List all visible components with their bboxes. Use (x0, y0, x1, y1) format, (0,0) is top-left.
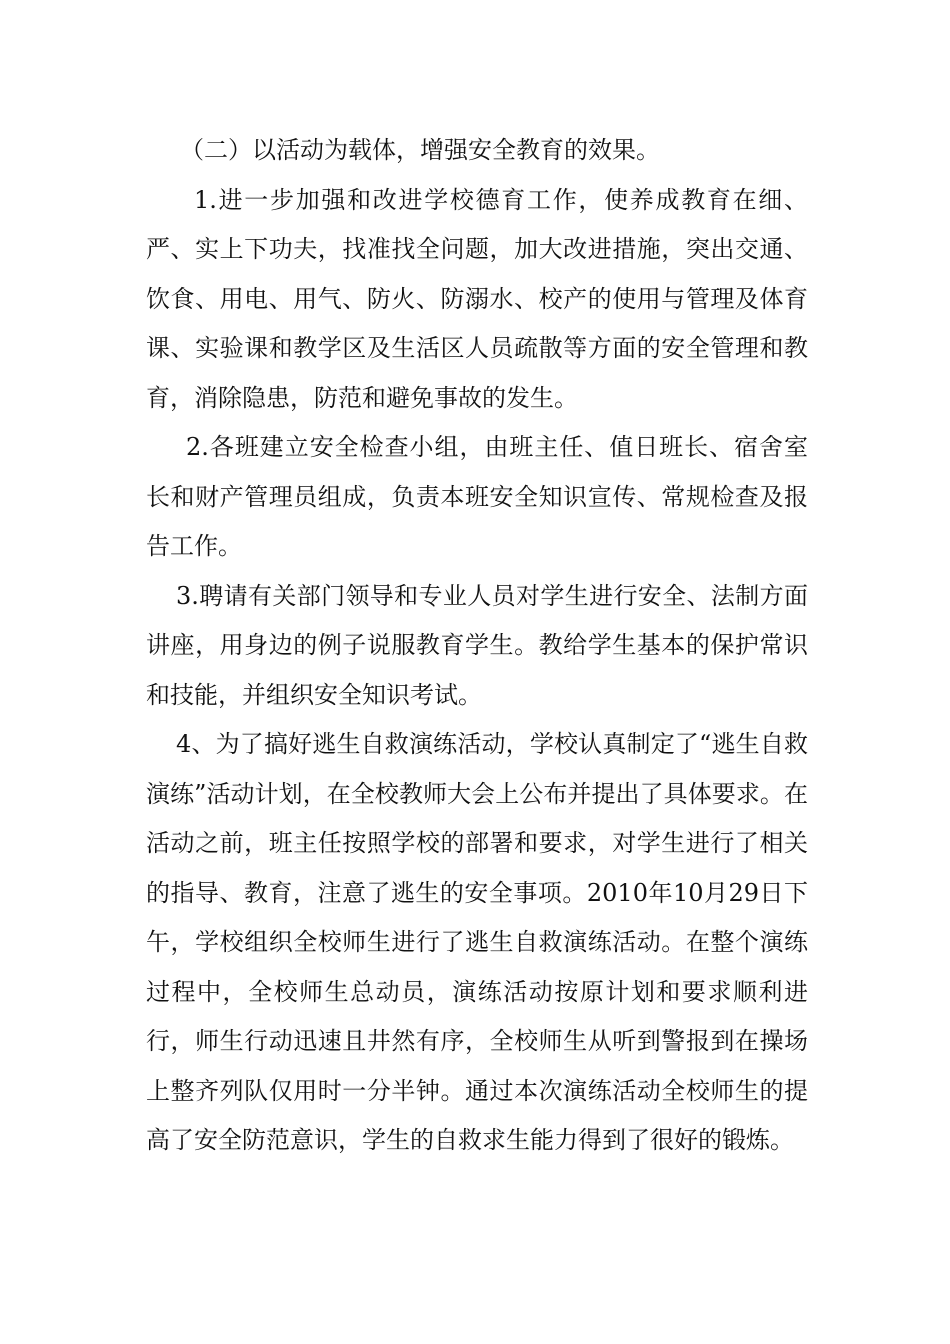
section-heading: （二）以活动为载体，增强安全教育的效果。 (180, 136, 660, 164)
paragraph-4: 4、为了搞好逃生自救演练活动，学校认真制定了“逃生自救演练”活动计划，在全校教师大会上公布并提出了具体要求。在活动之前，班主任按照学校的部署和要求，对学生进行了相关的指导、教育，注意了逃生的安全事项。2010年10月29日下午，学校组织全校师生进行了逃生自救演练活动。在整个演练过程中，全校师生总动员，演练活动按原计划和要求顺利进行，师生行动迅速且井然有序，全校师生从听到警报到在操场上整齐列队仅用时一分半钟。通过本次演练活动全校师生的提高了安全防范意识，学生的自救求生能力得到了很好的锻炼。 (146, 730, 808, 1154)
paragraph-1: 1.进一步加强和改进学校德育工作，使养成教育在细、严、实上下功夫，找准找全问题，加大改进措施，突出交通、饮食、用电、用气、防火、防溺水、校产的使用与管理及体育课、实验课和教学区及生活区人员疏散等方面的安全管理和教育，消除隐患，防范和避免事故的发生。 (146, 185, 808, 412)
document-body (146, 126, 808, 1166)
paragraph-3: 3.聘请有关部门领导和专业人员对学生进行安全、法制方面讲座，用身边的例子说服教育学生。教给学生基本的保护常识和技能，并组织安全知识考试。 (146, 581, 808, 709)
paragraph-2: 2.各班建立安全检查小组，由班主任、值日班长、宿舍室长和财产管理员组成，负责本班安全知识宣传、常规检查及报告工作。 (146, 433, 808, 560)
